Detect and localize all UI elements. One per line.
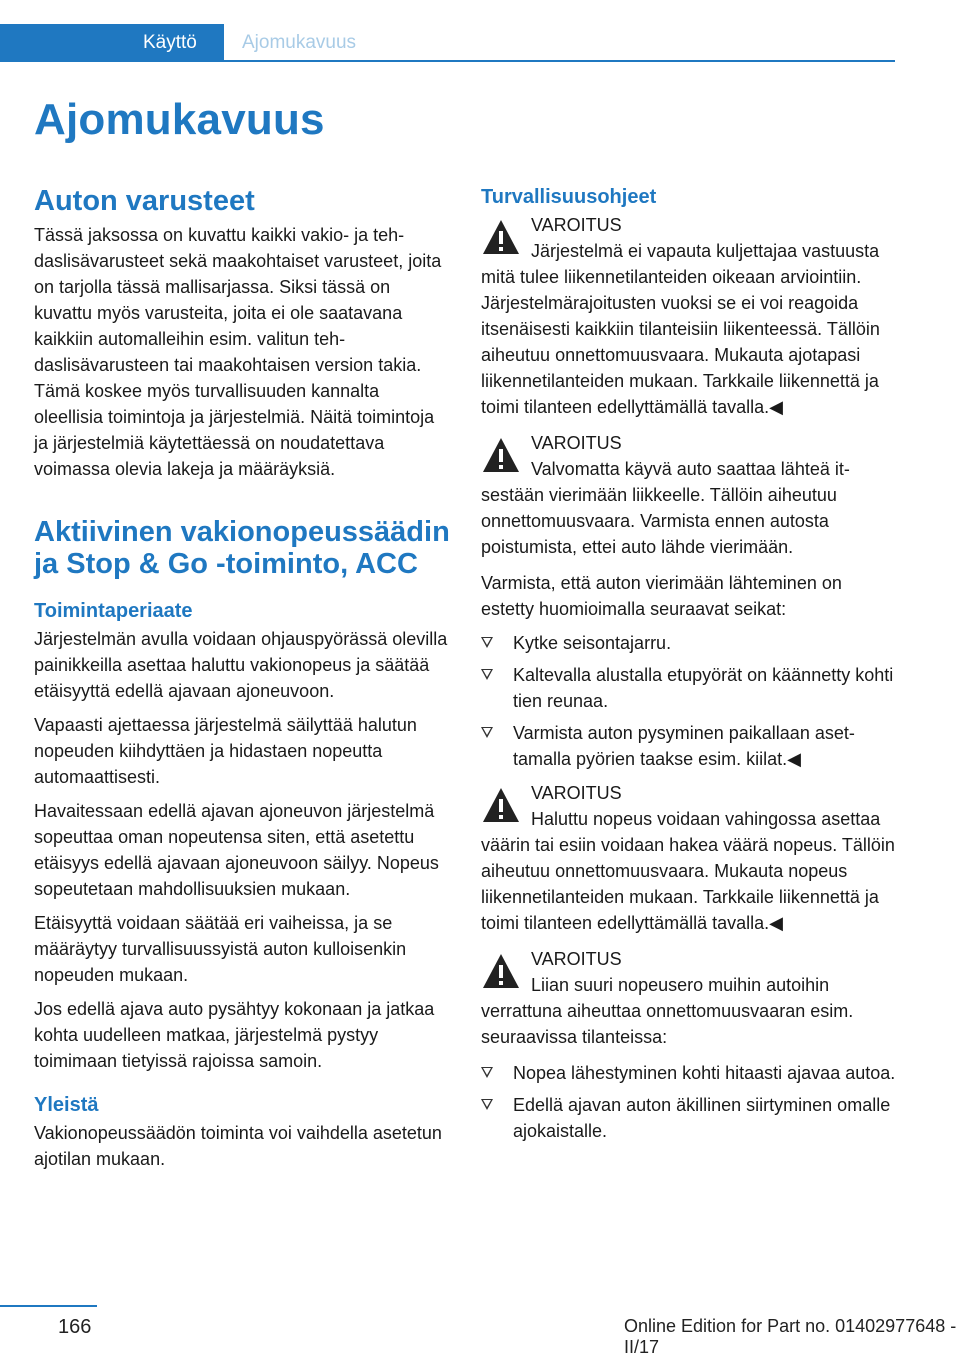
footer-rule <box>0 1305 97 1307</box>
warning-title: VAROITUS <box>531 433 622 453</box>
list-item: Nopea lähestyminen kohti hitaasti ajavaa autoa. <box>481 1060 899 1086</box>
header-rule <box>224 60 895 62</box>
warning-title: VAROITUS <box>531 215 622 235</box>
warning-block-1 <box>481 212 899 420</box>
paragraph-principle-2: Vapaasti ajettaessa järjestelmä säilyttää halutun nopeuden kiihdyttäen ja hidastaen nopeutta automaattisesti. <box>34 715 417 787</box>
warning-title: VAROITUS <box>531 783 622 803</box>
right-column <box>481 184 899 1152</box>
bullet-list-speed <box>481 1060 899 1144</box>
warning-title: VAROITUS <box>531 949 622 969</box>
warning-block-3 <box>481 780 899 936</box>
left-column <box>34 184 452 1180</box>
list-item: Varmista auton pysyminen paikallaan asettamalla pyörien taakse esim. kiilat.◀ <box>481 720 899 772</box>
warning-icon <box>481 436 521 474</box>
paragraph-principle-5: Jos edellä ajava auto pysähtyy kokonaan ja jatkaa kohta uudelleen matkaa, järjestelmä pystyy toimimaan tietyissä rajoissa samoin. <box>34 999 435 1071</box>
bullet-list-rolling <box>481 630 899 772</box>
warning-text: Järjestelmä ei vapauta kuljettajaa vastuusta mitä tulee liikennetilanteiden oikeaan arviointiin. Järjestelmärajoitusten vuoksi se ei voi reagoida itsenäisesti kaikkiin tilanteisiin liikenteessä. Tällöin aiheutuu onnettomuusvaara. Mukauta ajotapasi liikennetilanteiden mukaan. Tarkkaile liikennettä ja toimi tilanteen edellyttämällä tavalla.◀ <box>481 241 880 417</box>
paragraph-general: Vakionopeussäädön toiminta voi vaihdella asetetun ajotilan mukaan. <box>34 1123 442 1169</box>
warning-icon <box>481 218 521 256</box>
paragraph-principle-3: Havaitessaan edellä ajavan ajoneuvon järjestelmä sopeuttaa oman nopeutensa siten, että asetettu etäisyys edellä ajavaan ajoneuvoon säilyy. Nopeus sopeutetaan mahdollisuuksien mukaan. <box>34 801 439 899</box>
heading-general: Yleistä <box>34 1094 99 1116</box>
page-title: Ajomukavuus <box>34 95 325 144</box>
heading-safety: Turvallisuusohjeet <box>481 186 657 208</box>
paragraph-principle-4: Etäisyyttä voidaan säätää eri vaiheissa, ja se määräytyy turvallisuussyistä auton kulloisenkin nopeuden mukaan. <box>34 913 407 985</box>
list-item: Edellä ajavan auton äkillinen siirtyminen omalle ajokaistalle. <box>481 1092 899 1144</box>
page-header <box>0 24 895 62</box>
warning-text: Valvomatta käyvä auto saattaa lähteä itsestään vierimään liikkeelle. Tällöin aiheutuu onnettomuusvaara. Varmista ennen autosta poistumista, ettei auto lähde vierimään. <box>481 459 850 557</box>
bullet-triangle-icon <box>481 727 493 738</box>
warning-block-4 <box>481 946 899 1050</box>
header-section[interactable]: Ajomukavuus <box>242 32 357 53</box>
warning-icon <box>481 786 521 824</box>
list-item: Kaltevalla alustalla etupyörät on käännetty kohti tien reunaa. <box>481 662 899 714</box>
heading-principle: Toimintaperiaate <box>34 600 193 622</box>
bullet-triangle-icon <box>481 1067 493 1078</box>
warning-block-2 <box>481 430 899 560</box>
header-chapter[interactable]: Käyttö <box>0 24 224 62</box>
bullet-triangle-icon <box>481 637 493 648</box>
paragraph-rolling: Varmista, että auton vierimään lähteminen on estetty huomioimalla seuraavat seikat: <box>481 573 842 619</box>
warning-icon <box>481 952 521 990</box>
page-number: 166 <box>58 1316 92 1338</box>
paragraph-principle-1: Järjestelmän avulla voidaan ohjauspyörässä olevilla painikkeilla asettaa haluttu vakionopeus ja säätää etäisyyttä edellä ajavaan ajoneuvoon. <box>34 629 448 701</box>
bullet-triangle-icon <box>481 1099 493 1110</box>
warning-text: Liian suuri nopeusero muihin autoihin verrattuna aiheuttaa onnettomuusvaaran esim. seuraavissa tilanteissa: <box>481 975 854 1047</box>
bullet-triangle-icon <box>481 669 493 680</box>
footer-edition: Online Edition for Part no. 01402977648 - II/17 <box>624 1316 957 1357</box>
list-item: Kytke seisontajarru. <box>481 630 899 656</box>
heading-acc: Aktiivinen vakionopeussäädin ja Stop & Go -toiminto, ACC <box>34 516 450 580</box>
warning-text: Haluttu nopeus voidaan vahingossa asettaa väärin tai esiin voidaan hakea väärä nopeus. Tällöin aiheutuu onnettomuusvaara. Mukauta nopeus liikennetilanteiden mukaan. Tarkkaile liikennettä ja toimi tilanteen edellyttämällä tavalla.◀ <box>481 809 895 933</box>
heading-equipment: Auton varusteet <box>34 185 255 217</box>
paragraph-equipment: Tässä jaksossa on kuvattu kaikki vakio- ja tehdaslisävarusteet sekä maakohtaiset varusteet, joita on tarjolla tässä mallisarjassa. Siksi tässä on kuvattu myös varusteita, joita ei ole saatavana kaikkiin automalleihin esim. valitun tehdaslisävarusteen tai maakohtaisen version takia. Tämä koskee myös turvallisuuden kannalta oleellisia toimintoja ja järjestelmiä. Näitä toimintoja ja järjestelmiä käytettäessä on noudatettava voimassa olevia lakeja ja määräyksiä. <box>34 225 442 479</box>
